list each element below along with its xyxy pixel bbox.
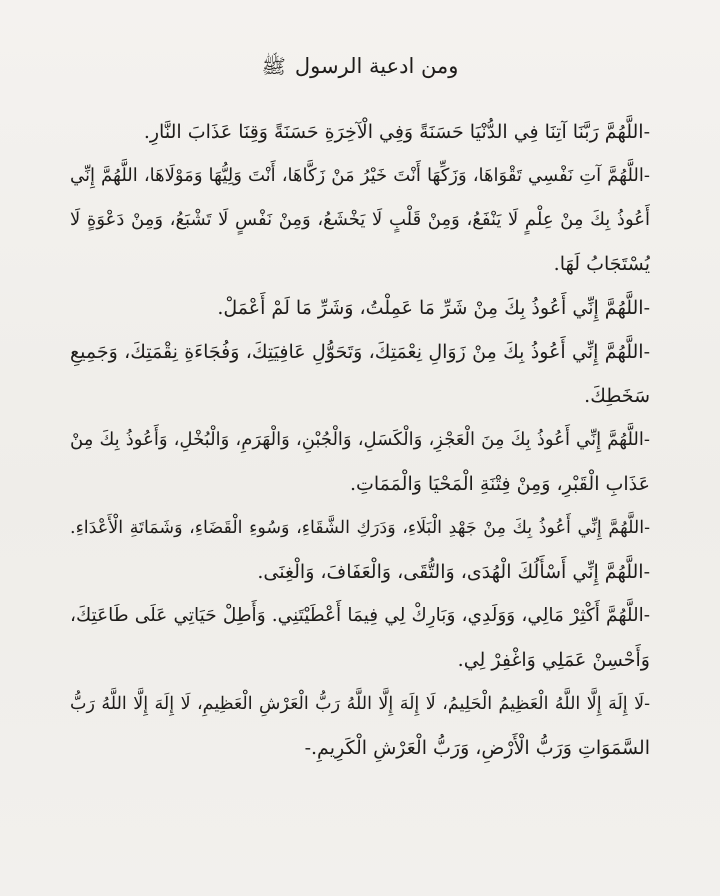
salawat-icon: ﷺ xyxy=(261,54,286,78)
page-title: ومن ادعية الرسول xyxy=(294,54,459,78)
text-line-11: -اللَّهُمَّ إِنِّي أَسْأَلُكَ الْهُدَى، وَالتُّقَى، وَالْعَفَافَ، وَالْغِنَى. xyxy=(257,561,650,583)
text-line-2: -اللَّهُمَّ آتِ نَفْسِي تَقْوَاهَا، وَزَكِّهَا أَنْتَ خَيْرُ مَنْ زَكَّاهَا، أَنْتَ وَلِيُّهَا وَمَوْلَاهَا، اللَّهُمَّ إِنِّي xyxy=(70,165,650,186)
text-line-15: السَّمَوَاتِ وَرَبُّ الْأَرْضِ، وَرَبُّ الْعَرْشِ الْكَرِيمِ.- xyxy=(304,737,650,759)
text-line-8: -اللَّهُمَّ إِنِّي أَعُوذُ بِكَ مِنَ الْعَجْزِ، وَالْكَسَلِ، وَالْجُبْنِ، وَالْهَرَمِ، وَالْبُخْلِ، وَأَعُوذُ بِكَ مِنْ xyxy=(70,429,650,450)
text-line-6: -اللَّهُمَّ إِنِّي أَعُوذُ بِكَ مِنْ زَوَالِ نِعْمَتِكَ، وَتَحَوُّلِ عَافِيَتِكَ، وَفُجَاءَةِ نِقْمَتِكَ، وَجَمِيعِ xyxy=(70,341,650,363)
text-line-10: -اللَّهُمَّ إِنِّي أَعُوذُ بِكَ مِنْ جَهْدِ الْبَلَاءِ، وَدَرَكِ الشَّقَاءِ، وَسُوءِ الْقَضَاءِ، وَشَمَاتَةِ الْأَعْدَاءِ. xyxy=(70,518,650,538)
text-line-7: سَخَطِكَ. xyxy=(584,385,650,407)
title-block xyxy=(0,50,720,82)
supplications-body xyxy=(70,110,650,770)
text-line-3: أَعُوذُ بِكَ مِنْ عِلْمٍ لَا يَنْفَعُ، وَمِنْ قَلْبٍ لَا يَخْشَعُ، وَمِنْ نَفْسٍ لَا تَشْبَعُ، وَمِنْ دَعْوَةٍ لَا xyxy=(70,209,650,230)
text-line-4: يُسْتَجَابُ لَهَا. xyxy=(553,253,650,275)
text-line-12: -اللَّهُمَّ أَكْثِرْ مَالِي، وَوَلَدِي، وَبَارِكْ لِي فِيمَا أَعْطَيْتَنِي. وَأَطِلْ حَيَاتِي عَلَى طَاعَتِكَ، xyxy=(70,605,650,626)
text-line-14: -لَا إِلَهَ إِلَّا اللَّهُ الْعَظِيمُ الْحَلِيمُ، لَا إِلَهَ إِلَّا اللَّهُ رَبُّ الْعَرْشِ الْعَظِيمِ، لَا إِلَهَ إِلَّا اللَّهُ رَبُّ xyxy=(70,694,650,714)
text-line-13: وَأَحْسِنْ عَمَلِي وَاغْفِرْ لِي. xyxy=(457,649,650,671)
text-line-5: -اللَّهُمَّ إِنِّي أَعُوذُ بِكَ مِنْ شَرِّ مَا عَمِلْتُ، وَشَرِّ مَا لَمْ أَعْمَلْ. xyxy=(217,297,650,319)
text-line-1: -اللَّهُمَّ رَبَّنَا آتِنَا فِي الدُّنْيَا حَسَنَةً وَفِي الْآخِرَةِ حَسَنَةً وَقِنَا عَذَابَ النَّارِ. xyxy=(143,121,650,143)
text-line-9: عَذَابِ الْقَبْرِ، وَمِنْ فِتْنَةِ الْمَحْيَا وَالْمَمَاتِ. xyxy=(349,473,650,495)
